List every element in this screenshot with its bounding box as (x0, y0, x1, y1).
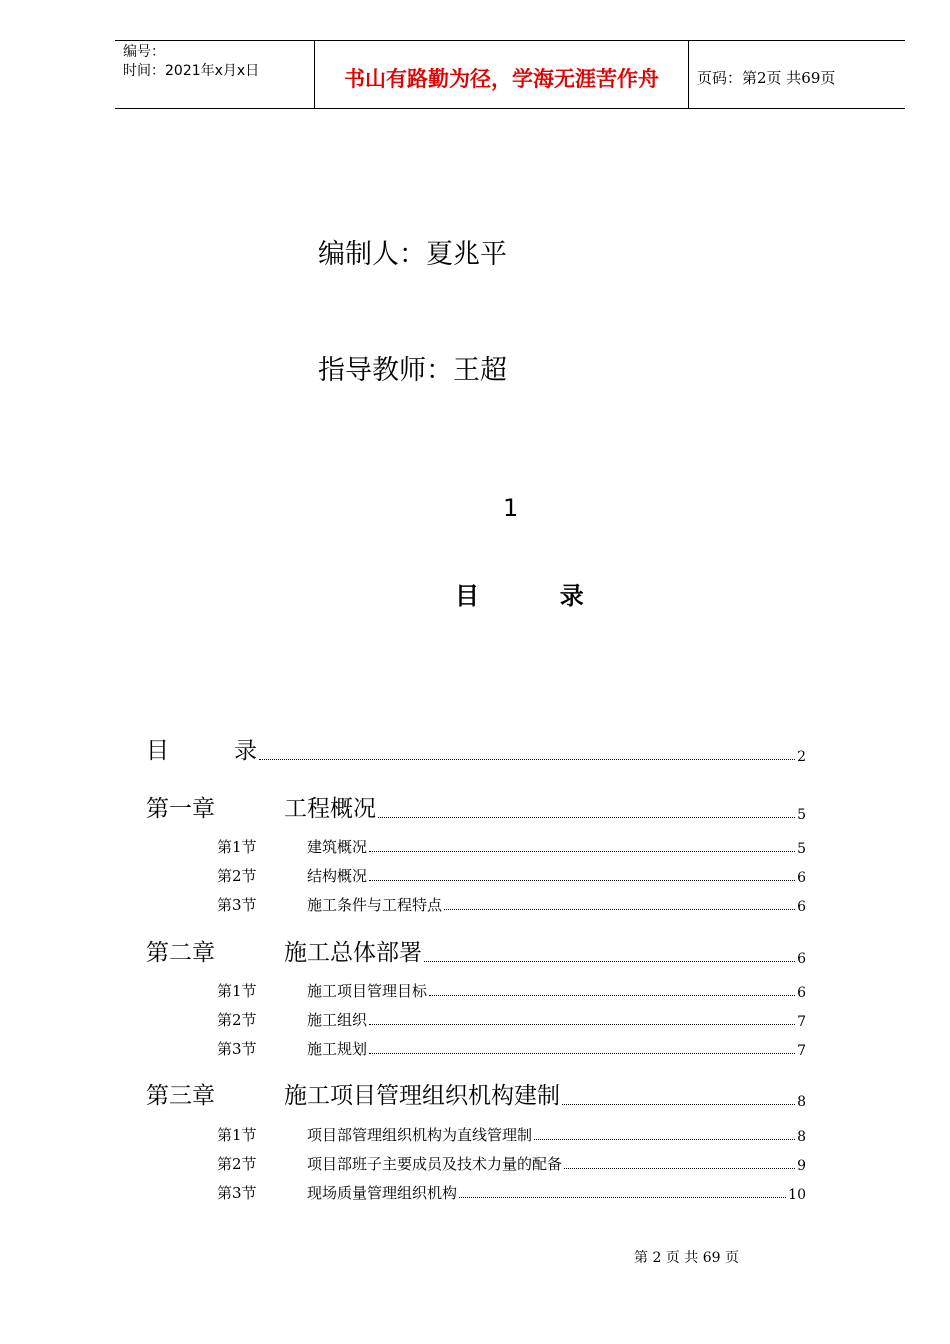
editor-line: 编制人：夏兆平 (318, 239, 507, 270)
toc-entry-title: 现场质量管理组织机构 (307, 1184, 458, 1202)
toc-entry-title: 施工组织 (307, 1011, 368, 1029)
toc-entry-page: 5 (797, 807, 806, 823)
toc-entry-page: 2 (797, 749, 806, 765)
toc-leader (369, 1023, 795, 1025)
toc-entry-page: 7 (797, 1014, 806, 1030)
toc-entry[interactable] (146, 1153, 806, 1174)
toc-entry[interactable] (146, 836, 806, 857)
toc-entry-num: 第2节 (217, 867, 257, 885)
toc-entry[interactable] (146, 732, 806, 765)
code-label: 编号： (123, 44, 165, 60)
toc-entry[interactable] (146, 934, 806, 967)
toc-entry-num: 第2节 (217, 1011, 257, 1029)
page-number: 1 (503, 494, 519, 522)
toc-entry-num: 第3节 (217, 1040, 257, 1058)
toc-entry-num: 第1节 (217, 982, 257, 1000)
toc-entry-num: 第1节 (217, 838, 257, 856)
advisor-line: 指导教师：王超 (318, 355, 507, 386)
toc-entry-num: 第1节 (217, 1126, 257, 1144)
toc-entry-num: 目 (146, 738, 169, 764)
toc-entry-page: 6 (797, 870, 806, 886)
toc-entry-title: 建筑概况 (307, 838, 368, 856)
toc-leader (444, 908, 795, 910)
toc-entry-title: 施工总体部署 (284, 940, 422, 966)
toc-entry-num: 第2节 (217, 1155, 257, 1173)
toc-leader (378, 816, 795, 818)
toc-entry-page: 7 (797, 1043, 806, 1059)
toc-leader (369, 879, 795, 881)
toc-entry-num: 第一章 (146, 796, 215, 822)
header-page-label: 页码：第2页 共69页 (697, 69, 836, 87)
toc-entry-title: 施工项目管理组织机构建制 (284, 1083, 560, 1109)
toc-entry-title: 项目部班子主要成员及技术力量的配备 (307, 1155, 563, 1173)
toc-leader (259, 758, 795, 760)
toc-entry-title: 施工项目管理目标 (307, 982, 428, 1000)
toc-entry-title: 施工规划 (307, 1040, 368, 1058)
toc-entry-title: 项目部管理组织机构为直线管理制 (307, 1126, 533, 1144)
toc-leader (564, 1167, 795, 1169)
toc-entry-title: 结构概况 (307, 867, 368, 885)
toc-entry-page: 8 (797, 1129, 806, 1145)
toc-entry-page: 8 (797, 1094, 806, 1110)
toc-entry-title: 工程概况 (284, 796, 376, 822)
toc-entry-title: 施工条件与工程特点 (307, 896, 443, 914)
toc-entry-page: 6 (797, 985, 806, 1001)
toc-entry-num: 第三章 (146, 1083, 215, 1109)
toc-entry[interactable] (146, 1124, 806, 1145)
page-header (115, 40, 905, 109)
toc-entry-title: 录 (234, 738, 257, 764)
toc-entry-page: 9 (797, 1158, 806, 1174)
toc-entry[interactable] (146, 865, 806, 886)
toc-entry[interactable] (146, 1009, 806, 1030)
toc-entry-page: 5 (797, 841, 806, 857)
toc-leader (429, 994, 795, 996)
toc-entry[interactable] (146, 790, 806, 823)
toc-leader (369, 850, 795, 852)
toc-leader (369, 1052, 795, 1054)
toc-heading-right: 录 (559, 582, 584, 610)
toc-leader (562, 1103, 795, 1105)
toc-entry-page: 10 (788, 1187, 806, 1203)
toc-entry-num: 第二章 (146, 940, 215, 966)
toc-entry-num: 第3节 (217, 1184, 257, 1202)
header-meta (115, 41, 315, 108)
toc-entry[interactable] (146, 1182, 806, 1203)
toc-heading (455, 576, 584, 611)
page-footer: 第 2 页 共 69 页 (634, 1250, 739, 1266)
header-motto: 书山有路勤为径，学海无涯苦作舟 (315, 41, 689, 108)
toc-entry[interactable] (146, 980, 806, 1001)
toc-heading-left: 目 (455, 582, 479, 610)
time-label: 时间：2021年x月x日 (123, 63, 260, 79)
toc-leader (534, 1138, 795, 1140)
toc-entry-page: 6 (797, 951, 806, 967)
toc-entry-num: 第3节 (217, 896, 257, 914)
toc-entry[interactable] (146, 894, 806, 915)
toc-leader (424, 960, 795, 962)
toc-entry[interactable] (146, 1038, 806, 1059)
toc-leader (459, 1196, 786, 1198)
toc-entry-page: 6 (797, 899, 806, 915)
toc-entry[interactable] (146, 1077, 806, 1110)
